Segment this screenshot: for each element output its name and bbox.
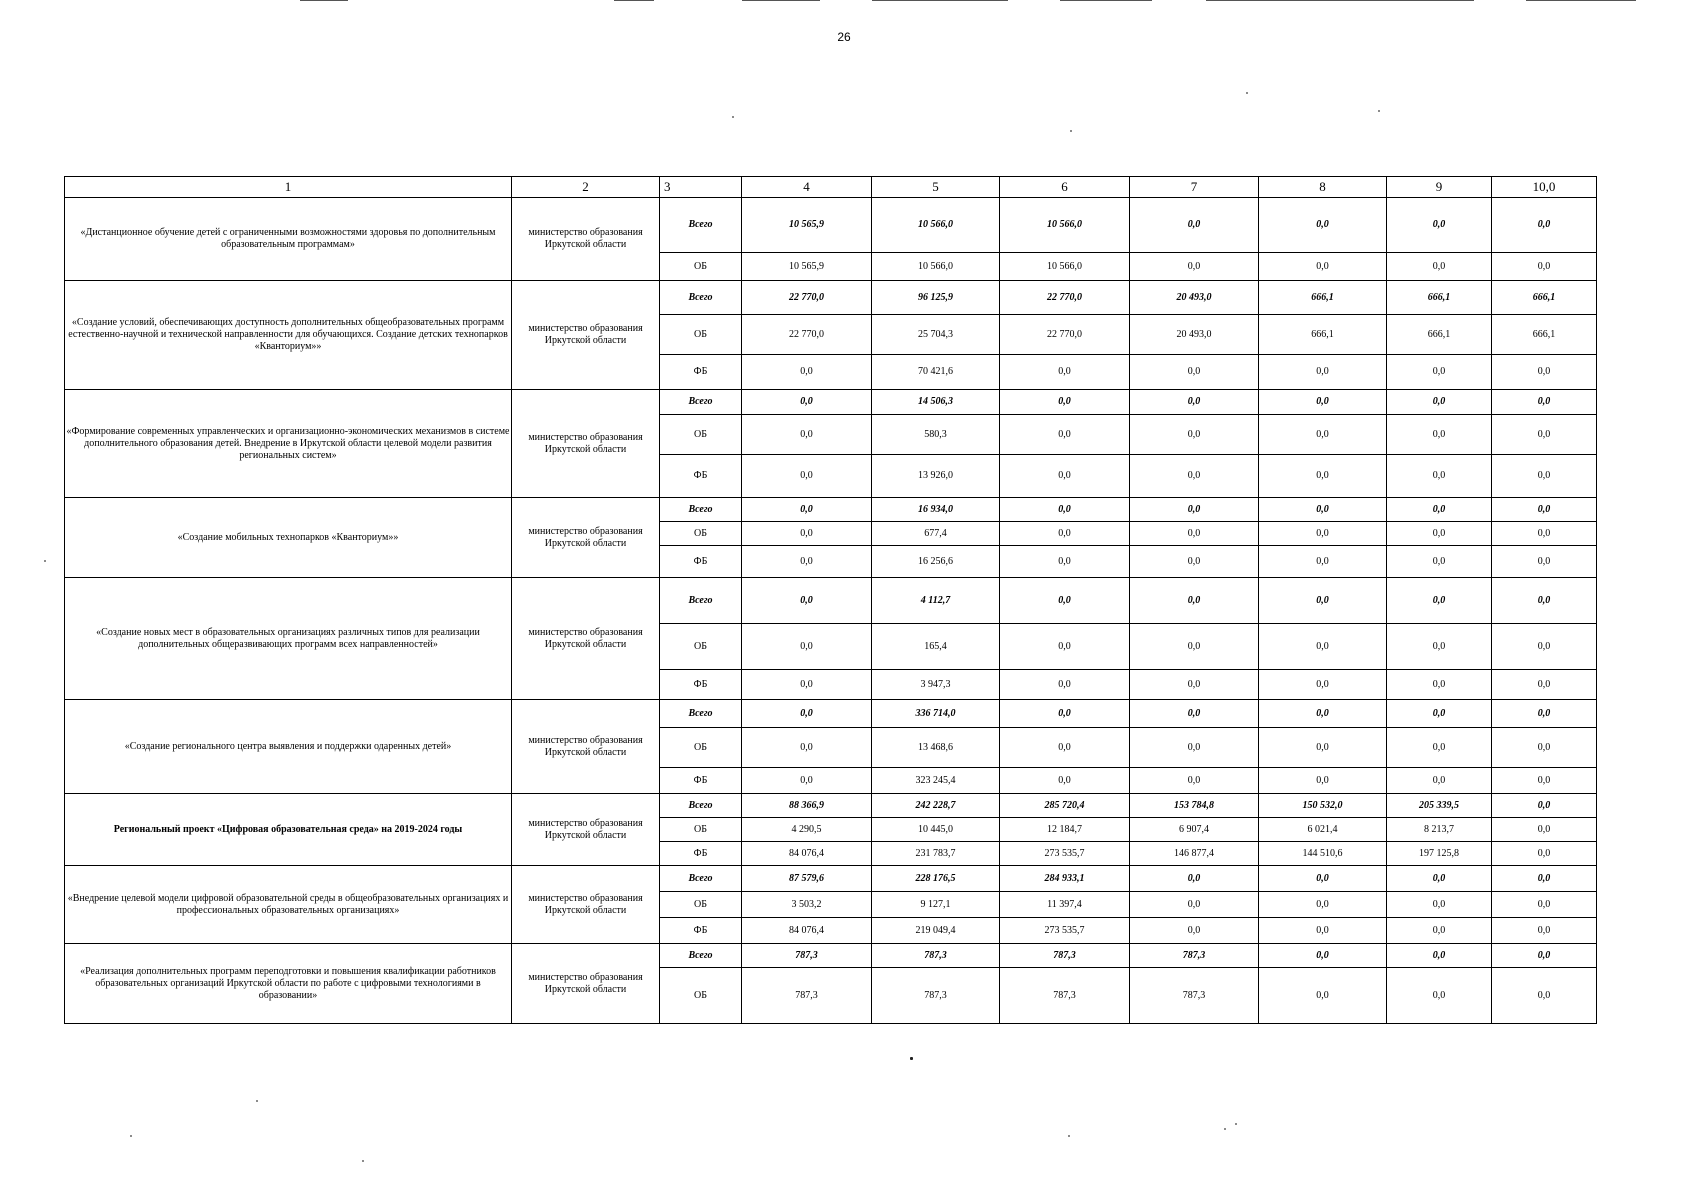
scan-artifact [614,0,654,1]
responsible-executor: министерство образования Иркутской области [512,198,660,281]
amount-cell: 0,0 [742,624,872,670]
funding-source: ФБ [660,670,742,700]
amount-cell: 666,1 [1259,315,1387,355]
amount-cell: 0,0 [1000,498,1130,522]
scan-artifact [872,0,1008,1]
amount-cell: 0,0 [1387,918,1492,944]
amount-cell: 0,0 [1387,624,1492,670]
amount-cell: 323 245,4 [872,768,1000,794]
amount-cell: 0,0 [742,522,872,546]
amount-cell: 0,0 [1130,866,1259,892]
measure-name: «Создание регионального центра выявления и поддержки одаренных детей» [65,700,512,794]
amount-cell: 0,0 [742,670,872,700]
amount-cell: 4 290,5 [742,818,872,842]
scan-speck [1070,130,1072,132]
amount-cell: 8 213,7 [1387,818,1492,842]
amount-cell: 20 493,0 [1130,281,1259,315]
amount-cell: 0,0 [1259,968,1387,1024]
amount-cell: 0,0 [1130,892,1259,918]
measure-name: «Дистанционное обучение детей с ограниченными возможностями здоровья по дополнительным образовательным программам» [65,198,512,281]
column-header: 3 [660,177,742,198]
funding-source: Всего [660,198,742,253]
amount-cell: 10 566,0 [872,253,1000,281]
amount-cell: 0,0 [1492,866,1597,892]
amount-cell: 0,0 [1387,944,1492,968]
amount-cell: 0,0 [1387,866,1492,892]
column-header: 5 [872,177,1000,198]
amount-cell: 0,0 [1130,390,1259,415]
amount-cell: 0,0 [1259,728,1387,768]
responsible-executor: министерство образования Иркутской области [512,578,660,700]
amount-cell: 273 535,7 [1000,842,1130,866]
amount-cell: 0,0 [1492,455,1597,498]
column-header: 7 [1130,177,1259,198]
scan-artifact [1060,0,1152,1]
amount-cell: 787,3 [1000,944,1130,968]
funding-source: ОБ [660,818,742,842]
amount-cell: 336 714,0 [872,700,1000,728]
amount-cell: 0,0 [1000,415,1130,455]
amount-cell: 273 535,7 [1000,918,1130,944]
funding-source: ФБ [660,455,742,498]
amount-cell: 0,0 [1492,522,1597,546]
amount-cell: 0,0 [1130,498,1259,522]
scan-speck [1378,110,1380,112]
amount-cell: 580,3 [872,415,1000,455]
amount-cell: 0,0 [1000,522,1130,546]
funding-source: ФБ [660,546,742,578]
amount-cell: 0,0 [1492,624,1597,670]
amount-cell: 787,3 [1000,968,1130,1024]
amount-cell: 219 049,4 [872,918,1000,944]
scan-artifact [1206,0,1474,1]
amount-cell: 3 503,2 [742,892,872,918]
budget-table [64,176,1597,1024]
amount-cell: 0,0 [1130,198,1259,253]
amount-cell: 0,0 [1492,794,1597,818]
amount-cell: 0,0 [1000,355,1130,390]
scan-speck [130,1135,132,1137]
column-header: 1 [65,177,512,198]
amount-cell: 14 506,3 [872,390,1000,415]
amount-cell: 0,0 [742,415,872,455]
responsible-executor: министерство образования Иркутской области [512,944,660,1024]
scan-speck [1224,1128,1226,1130]
amount-cell: 96 125,9 [872,281,1000,315]
amount-cell: 0,0 [1492,390,1597,415]
amount-cell: 666,1 [1387,315,1492,355]
amount-cell: 0,0 [1259,253,1387,281]
amount-cell: 10 566,0 [872,198,1000,253]
amount-cell: 0,0 [742,390,872,415]
amount-cell: 0,0 [1130,918,1259,944]
responsible-executor: министерство образования Иркутской области [512,700,660,794]
funding-source: ФБ [660,842,742,866]
column-header: 6 [1000,177,1130,198]
amount-cell: 0,0 [1492,818,1597,842]
page-number: 26 [837,30,851,44]
amount-cell: 677,4 [872,522,1000,546]
amount-cell: 0,0 [1130,253,1259,281]
funding-source: ОБ [660,624,742,670]
amount-cell: 666,1 [1259,281,1387,315]
amount-cell: 165,4 [872,624,1000,670]
funding-source: Всего [660,866,742,892]
amount-cell: 231 783,7 [872,842,1000,866]
amount-cell: 0,0 [1492,918,1597,944]
table-row-total [65,498,1597,522]
amount-cell: 0,0 [1130,546,1259,578]
funding-source: Всего [660,281,742,315]
amount-cell: 0,0 [1130,728,1259,768]
table-row-total [65,198,1597,253]
amount-cell: 84 076,4 [742,918,872,944]
amount-cell: 9 127,1 [872,892,1000,918]
funding-source: Всего [660,944,742,968]
table-row-total [65,578,1597,624]
amount-cell: 0,0 [1000,455,1130,498]
amount-cell: 0,0 [742,728,872,768]
scan-speck [1235,1123,1237,1125]
funding-source: Всего [660,390,742,415]
column-header: 4 [742,177,872,198]
amount-cell: 0,0 [1130,768,1259,794]
amount-cell: 0,0 [1130,624,1259,670]
amount-cell: 6 907,4 [1130,818,1259,842]
amount-cell: 0,0 [1387,670,1492,700]
scan-speck [910,1057,913,1060]
amount-cell: 13 926,0 [872,455,1000,498]
amount-cell: 0,0 [1387,700,1492,728]
amount-cell: 70 421,6 [872,355,1000,390]
amount-cell: 10 565,9 [742,253,872,281]
amount-cell: 242 228,7 [872,794,1000,818]
amount-cell: 787,3 [742,968,872,1024]
amount-cell: 84 076,4 [742,842,872,866]
amount-cell: 20 493,0 [1130,315,1259,355]
amount-cell: 13 468,6 [872,728,1000,768]
amount-cell: 0,0 [742,578,872,624]
amount-cell: 153 784,8 [1130,794,1259,818]
amount-cell: 0,0 [1387,546,1492,578]
amount-cell: 0,0 [1259,624,1387,670]
amount-cell: 0,0 [1259,670,1387,700]
amount-cell: 0,0 [1130,522,1259,546]
amount-cell: 0,0 [1130,415,1259,455]
funding-source: ОБ [660,415,742,455]
scan-speck [362,1160,364,1162]
amount-cell: 0,0 [1492,728,1597,768]
scan-speck [256,1100,258,1102]
amount-cell: 3 947,3 [872,670,1000,700]
funding-source: Всего [660,578,742,624]
amount-cell: 0,0 [1387,768,1492,794]
amount-cell: 0,0 [1130,670,1259,700]
budget-table-body [65,198,1597,1024]
measure-name: «Создание мобильных технопарков «Кванториум»» [65,498,512,578]
amount-cell: 0,0 [1492,892,1597,918]
amount-cell: 10 445,0 [872,818,1000,842]
table-row-total [65,700,1597,728]
amount-cell: 284 933,1 [1000,866,1130,892]
funding-source: ФБ [660,355,742,390]
amount-cell: 0,0 [1000,546,1130,578]
scan-speck [44,560,46,562]
scan-speck [1068,1135,1070,1137]
amount-cell: 0,0 [1130,455,1259,498]
responsible-executor: министерство образования Иркутской области [512,281,660,390]
amount-cell: 0,0 [1387,968,1492,1024]
responsible-executor: министерство образования Иркутской области [512,390,660,498]
amount-cell: 0,0 [1000,578,1130,624]
funding-source: ОБ [660,728,742,768]
amount-cell: 0,0 [742,498,872,522]
amount-cell: 0,0 [1000,728,1130,768]
amount-cell: 0,0 [1387,728,1492,768]
measure-name: «Внедрение целевой модели цифровой образовательной среды в общеобразовательных организациях и профессиональных образовательных организациях» [65,866,512,944]
amount-cell: 144 510,6 [1259,842,1387,866]
amount-cell: 0,0 [1492,253,1597,281]
scan-artifact [1526,0,1636,1]
scan-speck [732,116,734,118]
amount-cell: 0,0 [1000,670,1130,700]
column-header-row [65,177,1597,198]
scan-artifact [300,0,348,1]
amount-cell: 0,0 [1492,670,1597,700]
column-header: 9 [1387,177,1492,198]
amount-cell: 0,0 [1130,355,1259,390]
amount-cell: 0,0 [742,700,872,728]
amount-cell: 0,0 [1492,842,1597,866]
amount-cell: 787,3 [1130,968,1259,1024]
funding-source: ОБ [660,968,742,1024]
funding-source: Всего [660,498,742,522]
funding-source: ФБ [660,918,742,944]
funding-source: Всего [660,794,742,818]
amount-cell: 787,3 [1130,944,1259,968]
amount-cell: 16 256,6 [872,546,1000,578]
amount-cell: 11 397,4 [1000,892,1130,918]
amount-cell: 0,0 [1259,522,1387,546]
amount-cell: 0,0 [1492,968,1597,1024]
amount-cell: 0,0 [1492,415,1597,455]
column-header: 10,0 [1492,177,1597,198]
amount-cell: 197 125,8 [1387,842,1492,866]
amount-cell: 0,0 [1130,700,1259,728]
amount-cell: 0,0 [1259,355,1387,390]
amount-cell: 0,0 [1259,390,1387,415]
funding-source: ОБ [660,522,742,546]
amount-cell: 22 770,0 [1000,315,1130,355]
measure-name: «Формирование современных управленческих и организационно-экономических механизмов в системе дополнительного образования детей. Внедрение в Иркутской области целевой модели развития региональных систем» [65,390,512,498]
amount-cell: 205 339,5 [1387,794,1492,818]
amount-cell: 285 720,4 [1000,794,1130,818]
amount-cell: 0,0 [1492,700,1597,728]
amount-cell: 666,1 [1492,281,1597,315]
table-row-total [65,944,1597,968]
amount-cell: 0,0 [1387,415,1492,455]
amount-cell: 0,0 [1259,768,1387,794]
table-row-total [65,794,1597,818]
responsible-executor: министерство образования Иркутской области [512,866,660,944]
amount-cell: 787,3 [742,944,872,968]
amount-cell: 0,0 [1259,918,1387,944]
measure-name: «Реализация дополнительных программ переподготовки и повышения квалификации работников образовательных организаций Иркутской области по работе с цифровыми технологиями в образовании» [65,944,512,1024]
amount-cell: 0,0 [1387,355,1492,390]
amount-cell: 10 566,0 [1000,198,1130,253]
amount-cell: 0,0 [1387,522,1492,546]
column-header: 2 [512,177,660,198]
amount-cell: 0,0 [1387,455,1492,498]
amount-cell: 25 704,3 [872,315,1000,355]
amount-cell: 0,0 [1387,892,1492,918]
amount-cell: 0,0 [1000,390,1130,415]
amount-cell: 0,0 [1259,415,1387,455]
scan-artifact [742,0,820,1]
amount-cell: 0,0 [742,355,872,390]
amount-cell: 12 184,7 [1000,818,1130,842]
funding-source: Всего [660,700,742,728]
amount-cell: 0,0 [1492,198,1597,253]
amount-cell: 0,0 [1492,498,1597,522]
amount-cell: 0,0 [1387,390,1492,415]
amount-cell: 0,0 [1492,578,1597,624]
funding-source: ФБ [660,768,742,794]
funding-source: ОБ [660,892,742,918]
amount-cell: 87 579,6 [742,866,872,892]
amount-cell: 0,0 [1492,944,1597,968]
scan-speck [1246,92,1248,94]
column-header: 8 [1259,177,1387,198]
amount-cell: 0,0 [1492,768,1597,794]
amount-cell: 0,0 [1000,624,1130,670]
amount-cell: 150 532,0 [1259,794,1387,818]
amount-cell: 0,0 [1259,944,1387,968]
amount-cell: 666,1 [1387,281,1492,315]
amount-cell: 228 176,5 [872,866,1000,892]
amount-cell: 22 770,0 [1000,281,1130,315]
amount-cell: 0,0 [1259,866,1387,892]
amount-cell: 146 877,4 [1130,842,1259,866]
amount-cell: 787,3 [872,968,1000,1024]
amount-cell: 88 366,9 [742,794,872,818]
table-row-total [65,281,1597,315]
amount-cell: 0,0 [742,455,872,498]
responsible-executor: министерство образования Иркутской области [512,498,660,578]
amount-cell: 0,0 [1387,198,1492,253]
funding-source: ОБ [660,315,742,355]
amount-cell: 10 566,0 [1000,253,1130,281]
responsible-executor: министерство образования Иркутской области [512,794,660,866]
amount-cell: 0,0 [742,768,872,794]
amount-cell: 6 021,4 [1259,818,1387,842]
amount-cell: 0,0 [1492,355,1597,390]
amount-cell: 22 770,0 [742,315,872,355]
amount-cell: 0,0 [1387,498,1492,522]
amount-cell: 0,0 [1492,546,1597,578]
amount-cell: 0,0 [1259,198,1387,253]
amount-cell: 0,0 [1259,546,1387,578]
amount-cell: 0,0 [1259,455,1387,498]
amount-cell: 16 934,0 [872,498,1000,522]
amount-cell: 22 770,0 [742,281,872,315]
amount-cell: 10 565,9 [742,198,872,253]
amount-cell: 787,3 [872,944,1000,968]
measure-name: «Создание новых мест в образовательных организациях различных типов для реализации дополнительных общеразвивающих программ всех направленностей» [65,578,512,700]
table-row-total [65,866,1597,892]
measure-name: Региональный проект «Цифровая образовательная среда» на 2019-2024 годы [65,794,512,866]
measure-name: «Создание условий, обеспечивающих доступность дополнительных общеобразовательных программ естественно-научной и технической направленности для обучающихся. Создание детских технопарков «Кванториум»» [65,281,512,390]
amount-cell: 0,0 [1000,768,1130,794]
amount-cell: 0,0 [1259,498,1387,522]
amount-cell: 0,0 [742,546,872,578]
amount-cell: 0,0 [1259,892,1387,918]
amount-cell: 0,0 [1000,700,1130,728]
amount-cell: 666,1 [1492,315,1597,355]
amount-cell: 0,0 [1130,578,1259,624]
amount-cell: 0,0 [1387,578,1492,624]
amount-cell: 0,0 [1259,578,1387,624]
amount-cell: 0,0 [1387,253,1492,281]
funding-source: ОБ [660,253,742,281]
amount-cell: 0,0 [1259,700,1387,728]
table-row-total [65,390,1597,415]
amount-cell: 4 112,7 [872,578,1000,624]
